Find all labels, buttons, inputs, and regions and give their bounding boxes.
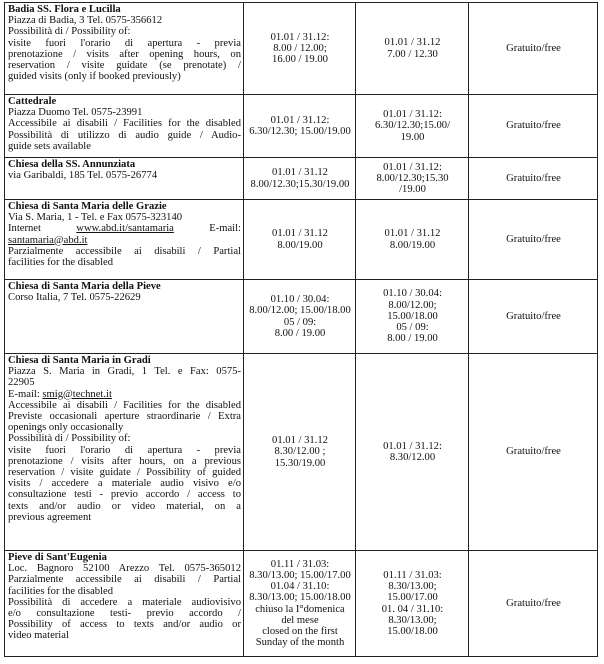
website-link[interactable]: www.abd.it/santamaria (76, 223, 174, 235)
hours-line: 19.00 (400, 131, 425, 143)
price-label: Gratuito/free (506, 172, 561, 184)
church-info-cell (5, 551, 244, 657)
price-cell (469, 95, 598, 158)
church-detail-line: openings only occasionally (8, 422, 124, 434)
email-link[interactable]: smig@technet.it (42, 388, 112, 400)
price-label: Gratuito/free (506, 597, 561, 609)
table-row (5, 3, 598, 95)
email-link[interactable]: santamaria@abd.it (8, 234, 88, 246)
price-cell (469, 280, 598, 354)
hours-line: 6.30/12.30; 15.00/19.00 (249, 126, 351, 137)
alt-hours-cell (356, 551, 469, 657)
opening-hours-cell (244, 158, 356, 200)
church-detail-line: Accessibile ai disabili / Facilities for the disabled (8, 399, 241, 411)
hours-line: 8.30/13.00; 15.00/17.00 (249, 569, 351, 581)
hours-line: 16.00 / 19.00 (272, 54, 328, 66)
alt-hours-cell (356, 354, 469, 551)
church-detail-line: Internet www.abd.it/santamaria E-mail: (8, 223, 241, 235)
hours-line: 01.11 / 31.03: (270, 558, 330, 570)
church-info-cell (5, 95, 244, 158)
hours-line: 8.00 / 12.00; (273, 42, 327, 54)
hours-line: 15.00/17.00 (387, 592, 438, 604)
alt-hours-cell (356, 280, 469, 354)
hours-line: del mese (281, 614, 319, 626)
church-detail-line: Accessibile ai disabili / Facilities for the disabled (8, 118, 241, 130)
price-cell (469, 354, 598, 551)
price-label: Gratuito/free (506, 42, 561, 54)
hours-line: 01.01 / 31.12: (270, 31, 330, 43)
church-name: Badia SS. Flora e Lucilla (8, 4, 121, 15)
hours-line: 01.11 / 31.03: (383, 569, 442, 581)
church-detail-line: Possibilità di / Possibility of: (8, 433, 131, 445)
opening-hours-cell (244, 551, 356, 657)
hours-line: 01.01 / 31.12 (384, 228, 441, 240)
opening-hours-cell (244, 354, 356, 551)
church-detail-line: guide sets available (8, 140, 91, 152)
church-name: Pieve di Sant'Eugenia (8, 552, 107, 563)
hours-line: 8.00 / 19.00 (387, 333, 438, 345)
table-row (5, 280, 598, 354)
church-detail-line: Piazza di Badia, 3 Tel. 0575-356612 (8, 15, 163, 27)
price-label: Gratuito/free (506, 310, 561, 322)
church-detail-line: texts and/or audio or video material, on a (8, 500, 241, 512)
church-detail-line: visits / accedere a materiale audio visivo e/o (8, 478, 241, 490)
church-detail-line: guided visits (only if booked previously) (8, 71, 181, 83)
hours-line: 01.01 / 31.12: (270, 114, 330, 126)
price-label: Gratuito/free (506, 233, 561, 245)
hours-line: 01.01 / 31.12 (272, 167, 328, 179)
table-row (5, 95, 598, 158)
hours-line: 8.00 / 19.00 (274, 327, 326, 339)
church-name: Chiesa di Santa Maria della Pieve (8, 281, 161, 292)
church-detail-line: prenotazione / visits after hours, on a previous (8, 455, 241, 467)
church-name: Chiesa della SS. Annunziata (8, 159, 136, 170)
hours-line: 05 / 09: (283, 316, 317, 328)
table-row (5, 551, 598, 657)
opening-hours-cell (244, 95, 356, 158)
church-detail-line: consultazione testi - previo accordo / access to (8, 489, 241, 501)
church-info-cell (5, 158, 244, 200)
church-detail-line (8, 235, 241, 246)
hours-line: 8.30/13.00; 15.00/18.00 (249, 592, 351, 604)
hours-line: 15.00/18.00 (387, 625, 438, 637)
church-detail-line: Possibilità di accedere a materiale audiovisivo (8, 596, 241, 608)
church-detail-line: e/o consultazione testi- previo accordo / (8, 608, 241, 620)
hours-line: 01.01 / 31.12: (383, 440, 442, 452)
church-detail-line: Corso Italia, 7 Tel. 0575-22629 (8, 292, 141, 304)
church-detail-line: Previste occasionali aperture straordinarie / Extra (8, 411, 241, 423)
table-row (5, 158, 598, 200)
hours-line: chiuso la I°domenica (255, 603, 345, 615)
church-detail-line: E-mail: smig@technet.it (8, 388, 112, 400)
church-detail-line: prenotazione / visits after opening hours, on (8, 48, 241, 60)
hours-line: closed on the first (262, 625, 338, 637)
church-detail-line: Parzialmente accessibile ai disabili / Partial (8, 574, 241, 586)
church-info-cell (5, 200, 244, 280)
hours-line: 01.04 / 31.10: (270, 581, 330, 593)
church-info-cell (5, 3, 244, 95)
alt-hours-cell (356, 158, 469, 200)
church-detail-line: Possibilità di / Possibility of: (8, 26, 131, 38)
church-detail-line: Parzialmente accessibile ai disabili / Partial (8, 245, 241, 257)
church-detail-line: facilities for the disabled (8, 257, 114, 269)
church-detail-line: Possibility of access to texts and/or audio or (8, 619, 241, 631)
hours-line: 05 / 09: (396, 322, 429, 334)
church-detail-line: facilities for the disabled (8, 585, 114, 597)
hours-line: 01.01 / 31.12 (272, 228, 328, 240)
price-cell (469, 3, 598, 95)
church-info-cell (5, 354, 244, 551)
church-detail-line: Loc. Bagnoro 52100 Arezzo Tel. 0575-365012 (8, 563, 241, 575)
church-detail-line: visite fuori l'orario di apertura - previa (8, 444, 241, 456)
church-detail-line: Via S. Maria, 1 - Tel. e Fax 0575-323140 (8, 212, 183, 224)
price-label: Gratuito/free (506, 446, 561, 458)
opening-hours-cell (244, 200, 356, 280)
table-row (5, 200, 598, 280)
hours-line: 8.00/12.30;15.30 (376, 172, 449, 184)
price-cell (469, 551, 598, 657)
hours-line: 01.10 / 30.04: (270, 294, 330, 306)
hours-line: Sunday of the month (255, 637, 345, 649)
hours-line: 01.10 / 30.04: (383, 288, 442, 300)
hours-line: 6.30/12.30;15.00/ (374, 120, 451, 132)
hours-line: 7.00 / 12.30 (387, 48, 438, 60)
hours-line: 8.00/19.00 (277, 239, 323, 251)
hours-line: 01.01 / 31.12: (383, 109, 442, 121)
church-detail-line: 22905 (8, 377, 35, 389)
table-row (5, 354, 598, 551)
hours-line: 01.01 / 31.12 (384, 37, 441, 49)
churches-table (4, 2, 598, 657)
hours-line: 8.00/12.30;15.30/19.00 (250, 178, 350, 190)
church-detail-line: video material (8, 630, 69, 642)
church-detail-line: reservation / visite guidate / Possibility of guided (8, 467, 241, 479)
alt-hours-cell (356, 3, 469, 95)
hours-line: 8.30/13.00; (388, 581, 437, 593)
church-detail-line: via Garibaldi, 185 Tel. 0575-26774 (8, 170, 158, 182)
hours-line: 8.00/12.00; (388, 299, 437, 311)
hours-line: /19.00 (399, 184, 426, 196)
hours-line: 8.00/12.00; 15.00/18.00 (249, 305, 351, 317)
hours-line: 01. 04 / 31.10: (381, 603, 444, 615)
price-cell (469, 200, 598, 280)
hours-line: 8.30/13.00; (388, 614, 437, 626)
church-name: Chiesa di Santa Maria in Gradi (8, 355, 151, 366)
hours-line: 15.30/19.00 (274, 457, 326, 469)
alt-hours-cell (356, 95, 469, 158)
hours-line: 8.30/12.00 (389, 452, 436, 463)
hours-line: 8.00/19.00 (389, 239, 436, 251)
church-detail-line: Possibilità di utilizzo di audio guide / Audio- (8, 129, 241, 141)
church-name: Chiesa di Santa Maria delle Grazie (8, 201, 167, 212)
opening-hours-cell (244, 3, 356, 95)
churches-table-body (5, 3, 598, 657)
church-info-cell (5, 280, 244, 354)
church-detail-line: visite fuori l'orario di apertura - previa (8, 37, 241, 49)
price-cell (469, 158, 598, 200)
opening-hours-cell (244, 280, 356, 354)
hours-line: 01.01 / 31.12 (272, 435, 328, 447)
price-label: Gratuito/free (506, 120, 561, 132)
alt-hours-cell (356, 200, 469, 280)
hours-line: 01.01 / 31.12: (383, 161, 442, 173)
church-detail-line: Piazza S. Maria in Gradi, 1 Tel. e Fax: 0575- (8, 366, 241, 378)
church-name: Cattedrale (8, 96, 57, 107)
church-detail-line: previous agreement (8, 511, 92, 523)
hours-line: 15.00/18.00 (387, 310, 438, 322)
church-detail-line: Piazza Duomo Tel. 0575-23991 (8, 107, 143, 119)
church-detail-line: reservation / visite guidate (se prenotate) / (8, 60, 241, 72)
hours-line: 8.30/12.00 ; (274, 446, 326, 458)
